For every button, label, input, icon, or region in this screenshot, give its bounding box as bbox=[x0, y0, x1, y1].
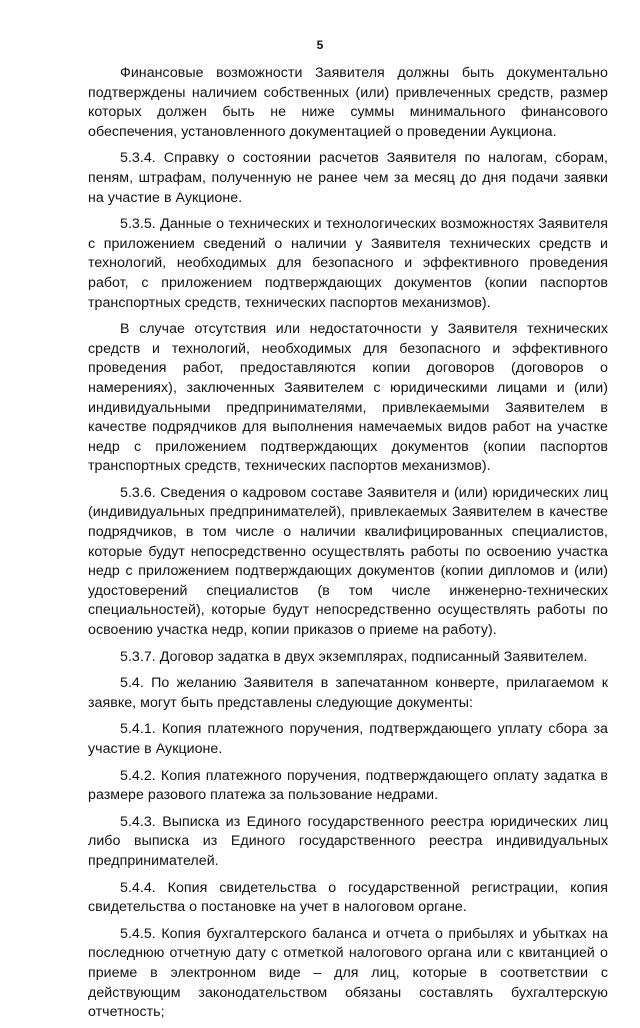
paragraph-5-3-7: 5.3.7. Договор задатка в двух экземплярах, подписанный Заявителем. bbox=[120, 648, 588, 665]
page-number: 5 bbox=[316, 38, 324, 52]
paragraph-lack-of-means: В случае отсутствия или недостаточности у Заявителя технических средств и технологий, необходимых для безопасного и эффективного проведения работ, предоставляются копии договоров (договоров о намерениях), заключенных Заявителем с юридическими лицами и (или) индивидуальными предпринимателями, привлекаемыми Заявителем в качестве подрядчиков для выполнения намечаемых видов работ на участке недр с приложением подтверждающих документов (копии паспортов транспортных средств, технических паспортов механизмов). bbox=[88, 321, 608, 475]
paragraph-5-4-4: 5.4.4. Копия свидетельства о государственной регистрации, копия свидетельства о постановке на учет в налоговом органе. bbox=[88, 879, 608, 916]
paragraph-5-4: 5.4. По желанию Заявителя в запечатанном конверте, прилагаемом к заявке, могут быть представлены следующие документы: bbox=[88, 675, 608, 711]
paragraph-financial-capabilities: Финансовые возможности Заявителя должны быть документально подтверждены наличием собственных (или) привлеченных средств, размер которых должен быть не ниже суммы минимального финансового обеспечения, установленного документацией о проведении Аукциона. bbox=[88, 65, 608, 140]
paragraph-5-3-6: 5.3.6. Сведения о кадровом составе Заявителя и (или) юридических лиц (индивидуальных предпринимателей), привлекаемых Заявителем в качестве подрядчиков, в том числе о наличии квалифицированных специалистов, которые будут непосредственно осуществлять работы по освоению участка недр с приложением подтверждающих документов (копии дипломов и (или) удостоверений специалистов (в том числе инженерно-технических специальностей), которые будут непосредственно осуществлять работы по освоению участка недр, копии приказов о приеме на работу). bbox=[88, 484, 608, 639]
document-body bbox=[88, 64, 608, 1028]
paragraph-5-4-1: 5.4.1. Копия платежного поручения, подтверждающего уплату сбора за участие в Аукционе. bbox=[88, 721, 608, 757]
paragraph-5-4-2: 5.4.2. Копия платежного поручения, подтверждающего оплату задатка в размере разового платежа за пользование недрами. bbox=[88, 767, 608, 804]
paragraph-5-4-5: 5.4.5. Копия бухгалтерского баланса и отчета о прибылях и убытках на последнюю отчетную дату с отметкой налогового органа или с квитанцией о приеме в электронном виде – для лиц, которые в соответствии с действующим законодательством обязаны составлять бухгалтерскую отчетность; bbox=[88, 925, 608, 1021]
paragraph-5-3-5: 5.3.5. Данные о технических и технологических возможностях Заявителя с приложением сведений о наличии у Заявителя технических средств и технологий, необходимых для безопасного и эффективного проведения работ, с приложением подтверждающих документов (копии паспортов транспортных средств, технических паспортов механизмов). bbox=[88, 216, 608, 311]
paragraph-5-3-4: 5.3.4. Справку о состоянии расчетов Заявителя по налогам, сборам, пеням, штрафам, полученную не ранее чем за месяц до дня подачи заявки на участие в Аукционе. bbox=[88, 150, 608, 206]
paragraph-5-4-3: 5.4.3. Выписка из Единого государственного реестра юридических лиц либо выписка из Единого государственного реестра индивидуальных предпринимателей. bbox=[88, 813, 608, 869]
